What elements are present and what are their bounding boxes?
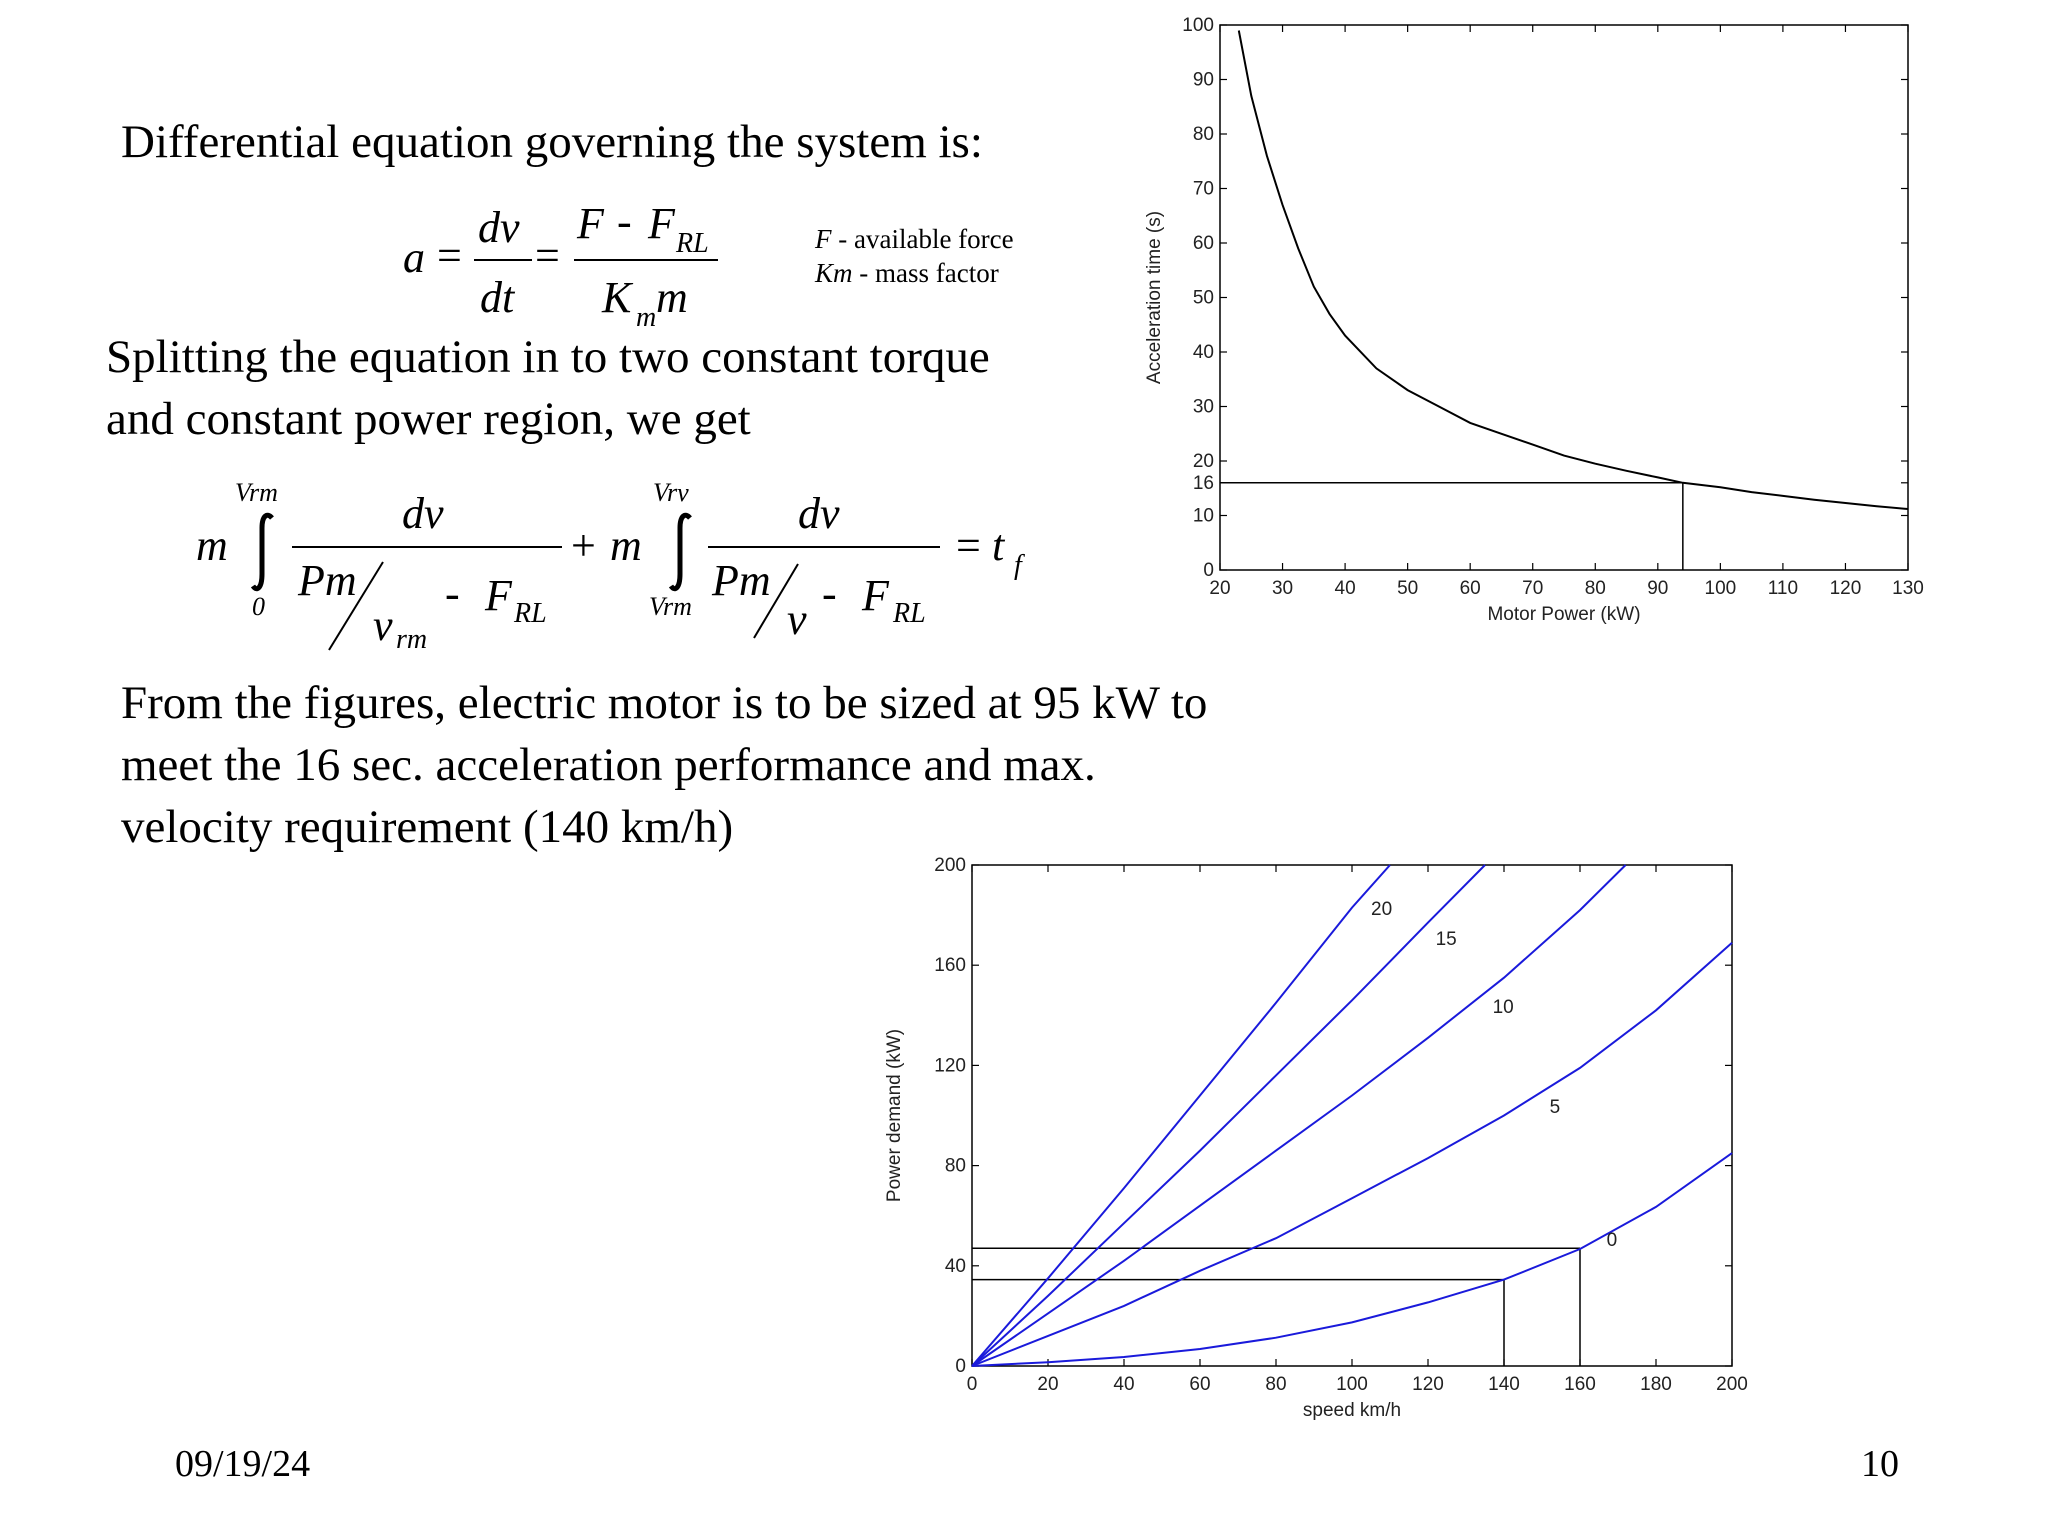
conclusion-line-1: From the figures, electric motor is to be sized at 95 kW to	[121, 677, 1208, 729]
eq1-K: K	[602, 273, 632, 322]
eq1-m: m	[656, 273, 688, 322]
eq2-t-sub: f	[1014, 550, 1022, 581]
y-tick-label: 0	[955, 1356, 966, 1377]
y-axis-label: Power demand (kW)	[884, 1028, 905, 1203]
y-tick-label: 40	[944, 1255, 966, 1277]
conclusion-line-3: velocity requirement (140 km/h)	[121, 801, 734, 853]
eq1-a: a	[403, 233, 425, 282]
eq2-minus-1: -	[445, 569, 460, 618]
y-tick-label: 80	[944, 1155, 966, 1177]
eq2-dv1: dv	[402, 489, 444, 538]
eq1-K-sub: m	[636, 302, 657, 333]
y-tick-label: 50	[1192, 287, 1214, 309]
y-tick-label: 200	[934, 855, 966, 876]
eq2-v1-sub: rm	[396, 624, 428, 655]
x-tick-label: 160	[1564, 1374, 1596, 1395]
x-tick-label: 40	[1113, 1374, 1135, 1395]
x-tick-label: 100	[1704, 578, 1737, 599]
eq2-F2-sub: RL	[893, 598, 926, 629]
x-tick-label: 200	[1716, 1374, 1748, 1395]
eq1-fraction-bar-2	[574, 259, 718, 261]
eq2-F1-sub: RL	[514, 598, 547, 629]
eq1-dt: dt	[480, 273, 515, 322]
eq2-m2: m	[610, 521, 642, 570]
x-tick-label: 60	[1189, 1374, 1211, 1395]
note-mass-factor: Km - mass factor	[815, 258, 999, 288]
series-label: 20	[1371, 899, 1393, 921]
y-tick-label: 90	[1192, 69, 1214, 91]
eq2-F2: F	[862, 571, 889, 620]
y-tick-label: 60	[1192, 233, 1214, 254]
eq1-FRL: F	[648, 199, 675, 248]
acceleration-time-chart	[1140, 10, 1940, 640]
x-axis-label: Motor Power (kW)	[1487, 604, 1641, 625]
x-tick-label: 40	[1334, 578, 1356, 599]
series-line-20	[972, 865, 1393, 1366]
series-line-10	[972, 865, 1626, 1366]
note-available-force: F - available force	[815, 224, 1014, 254]
y-tick-label: 40	[1192, 342, 1214, 363]
y-tick-label: 80	[1192, 124, 1214, 145]
x-tick-label: 20	[1209, 578, 1231, 599]
x-tick-label: 180	[1640, 1374, 1672, 1395]
eq1-dv: dv	[478, 203, 520, 252]
eq2-lower-limit-2: Vrm	[649, 592, 692, 621]
y-tick-label: 100	[1182, 15, 1214, 36]
split-text-line-1: Splitting the equation in to two constant torque	[106, 331, 990, 383]
x-tick-label: 0	[966, 1374, 978, 1395]
series-line-15	[972, 865, 1485, 1366]
x-tick-label: 80	[1584, 578, 1606, 599]
x-tick-label: 140	[1488, 1374, 1520, 1395]
y-tick-label: 30	[1192, 396, 1214, 418]
eq2-lower-limit-1: 0	[252, 592, 265, 621]
y-tick-label: 70	[1192, 178, 1214, 200]
eq1-minus: -	[617, 197, 632, 246]
integral-sign-2	[668, 512, 698, 594]
eq2-upper-limit-2: Vrv	[653, 478, 689, 507]
eq2-fraction-bar-2	[708, 546, 940, 548]
x-axis-label: speed km/h	[1302, 1400, 1402, 1421]
y-tick-label: 20	[1192, 451, 1214, 472]
eq2-plus: +	[571, 521, 596, 570]
split-text-line-2: and constant power region, we get	[106, 393, 751, 445]
eq2-t: t	[992, 521, 1005, 570]
eq2-minus-2: -	[822, 569, 837, 618]
eq2-dv2: dv	[798, 489, 840, 538]
x-tick-label: 70	[1522, 578, 1544, 599]
x-tick-label: 110	[1767, 578, 1799, 599]
series-label: 0	[1606, 1229, 1618, 1251]
x-tick-label: 90	[1647, 578, 1669, 599]
x-tick-label: 60	[1459, 578, 1481, 599]
slide-number: 10	[1861, 1443, 1899, 1485]
plot-frame	[972, 865, 1732, 1366]
x-tick-label: 80	[1265, 1374, 1287, 1395]
y-axis-label: Acceleration time (s)	[1144, 210, 1165, 385]
eq2-fraction-bar-1	[292, 546, 562, 548]
series-label: 15	[1435, 929, 1457, 951]
x-tick-label: 20	[1037, 1374, 1059, 1395]
eq1-F: F	[577, 199, 604, 248]
y-tick-label: 10	[1192, 505, 1214, 527]
series-line-5	[972, 943, 1732, 1366]
eq2-m1: m	[196, 521, 228, 570]
intro-text: Differential equation governing the system is:	[121, 116, 983, 168]
x-tick-label: 100	[1336, 1374, 1368, 1395]
y-tick-label: 120	[934, 1055, 966, 1077]
series-line-0	[1239, 31, 1908, 510]
eq2-upper-limit-1: Vrm	[235, 478, 278, 507]
series-label: 10	[1492, 996, 1514, 1018]
y-tick-label: 0	[1203, 560, 1214, 581]
eq1-fraction-bar-1	[474, 259, 532, 261]
eq1-equals-1: =	[437, 231, 462, 280]
eq2-v1: v	[373, 601, 393, 650]
x-tick-label: 50	[1397, 578, 1419, 599]
eq2-Pm1: Pm	[298, 556, 357, 605]
slide-date: 09/19/24	[175, 1443, 311, 1485]
eq1-equals-2: =	[535, 231, 560, 280]
x-tick-label: 130	[1892, 578, 1924, 599]
plot-frame	[1220, 25, 1908, 570]
integral-sign-1	[250, 512, 280, 594]
x-tick-label: 120	[1412, 1374, 1444, 1395]
series-label: 5	[1549, 1096, 1561, 1118]
x-tick-label: 30	[1271, 578, 1294, 599]
eq2-Pm2: Pm	[712, 556, 771, 605]
eq2-equals: =	[956, 521, 981, 570]
eq1-FRL-sub: RL	[676, 228, 709, 259]
x-tick-label: 120	[1829, 578, 1862, 599]
y-tick-label: 160	[934, 955, 966, 977]
conclusion-line-2: meet the 16 sec. acceleration performance and max.	[121, 739, 1096, 791]
y-tick-label: 16	[1192, 472, 1214, 494]
power-demand-chart	[880, 855, 1760, 1435]
eq2-v2: v	[787, 595, 807, 644]
eq2-F1: F	[485, 571, 512, 620]
